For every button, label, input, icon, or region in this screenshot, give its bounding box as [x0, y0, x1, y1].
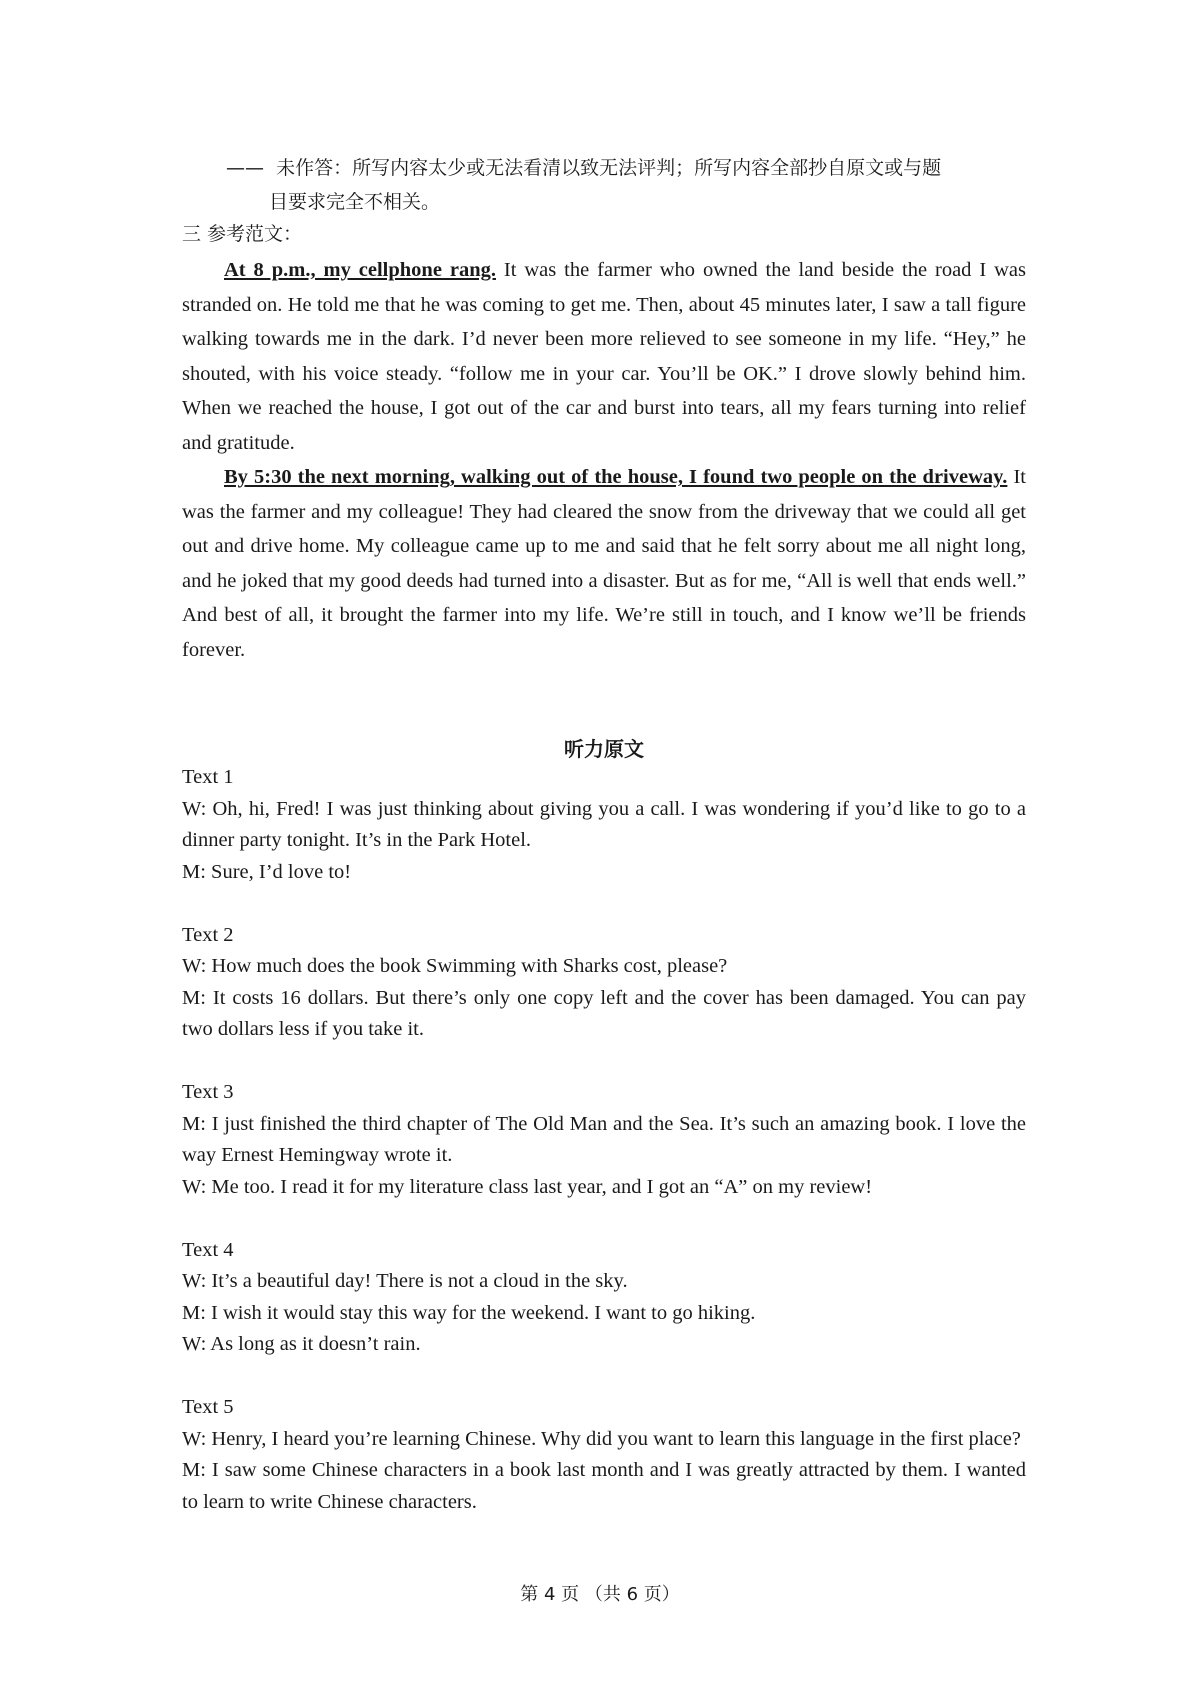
grading-dash: —— [226, 157, 264, 179]
text-label: Text 1 [182, 766, 234, 788]
dialogue-line: W: How much does the book Swimming with Sharks cost, please? [182, 955, 728, 977]
listening-transcripts [182, 762, 1026, 1518]
dialogue-line: M: It costs 16 dollars. But there’s only one copy left and the cover has been damaged. You can pay two dollars less if you take it. [182, 986, 1026, 1040]
dialogue-line: M: I wish it would stay this way for the weekend. I want to go hiking. [182, 1301, 756, 1324]
spacer [182, 888, 1026, 920]
paragraph-1-lead-sentence: At 8 p.m., my cellphone rang. [224, 259, 496, 281]
grading-no-answer [226, 151, 1026, 219]
text-label: Text 4 [182, 1238, 234, 1261]
grading-line-1 [226, 151, 1026, 185]
grading-text-1: 未作答：所写内容太少或无法看清以致无法评判；所写内容全部抄自原文或与题 [276, 157, 942, 179]
dialogue-line: W: Oh, hi, Fred! I was just thinking about giving you a call. I was wondering if you’d like to go to a dinner party tonight. It’s in the Park Hotel. [182, 797, 1026, 851]
text-label: Text 3 [182, 1081, 234, 1103]
listening-text-5 [182, 1392, 1026, 1518]
dialogue-line: M: Sure, I’d love to! [182, 860, 352, 883]
page-number-footer: 第 4 页 （共 6 页） [520, 1584, 680, 1605]
spacer [182, 1361, 1026, 1393]
sample-paragraph-2 [182, 460, 1026, 667]
dialogue-line: W: It’s a beautiful day! There is not a cloud in the sky. [182, 1270, 628, 1292]
listening-text-3 [182, 1077, 1026, 1203]
sample-heading: 三 参考范文： [182, 223, 303, 245]
paragraph-1-body: It was the farmer who owned the land beside the road I was stranded on. He told me that he was coming to get me. Then, about 45 minutes later, I saw a tall figure walking towards me in the dark. I’d never been more relieved to see someone in my life. “Hey,” he shouted, with his voice steady. “follow me in your car. You’ll be OK.” I drove slowly behind him. When we reached the house, I got out of the car and burst into tears, all my fears turning into relief and gratitude. [182, 259, 1026, 454]
listening-title [182, 733, 1026, 762]
spacer [182, 1203, 1026, 1235]
dialogue-line: M: I just finished the third chapter of The Old Man and the Sea. It’s such an amazing book. I love the way Ernest Hemingway wrote it. [182, 1112, 1026, 1166]
text-label: Text 2 [182, 923, 234, 946]
listening-text-1 [182, 762, 1026, 888]
grading-line-2: 目要求完全不相关。 [269, 191, 441, 213]
sample-essay [182, 253, 1026, 667]
listening-text-4 [182, 1235, 1026, 1361]
dialogue-line: W: Henry, I heard you’re learning Chinese. Why did you want to learn this language in the first place? [182, 1427, 1021, 1450]
dialogue-line: W: As long as it doesn’t rain. [182, 1333, 421, 1355]
paragraph-2-lead-sentence: By 5:30 the next morning, walking out of the house, I found two people on the driveway. [224, 466, 1008, 488]
sample-paragraph-1 [182, 253, 1026, 460]
dialogue-line: M: I saw some Chinese characters in a book last month and I was greatly attracted by them. I wanted to learn to write Chinese characters. [182, 1459, 1026, 1513]
spacer [182, 1046, 1026, 1078]
listening-text-2 [182, 920, 1026, 1046]
dialogue-line: W: Me too. I read it for my literature class last year, and I got an “A” on my review! [182, 1175, 873, 1198]
paragraph-2-body: It was the farmer and my colleague! They had cleared the snow from the driveway that we could all get out and drive home. My colleague came up to me and said that he felt sorry about me all night long, and he joked that my good deeds had turned into a disaster. But as for me, “All is well that ends well.” And best of all, it brought the farmer into my life. We’re still in touch, and I know we’ll be friends forever. [182, 466, 1026, 661]
listening-title-text: 听力原文 [564, 737, 644, 761]
text-label: Text 5 [182, 1396, 234, 1418]
